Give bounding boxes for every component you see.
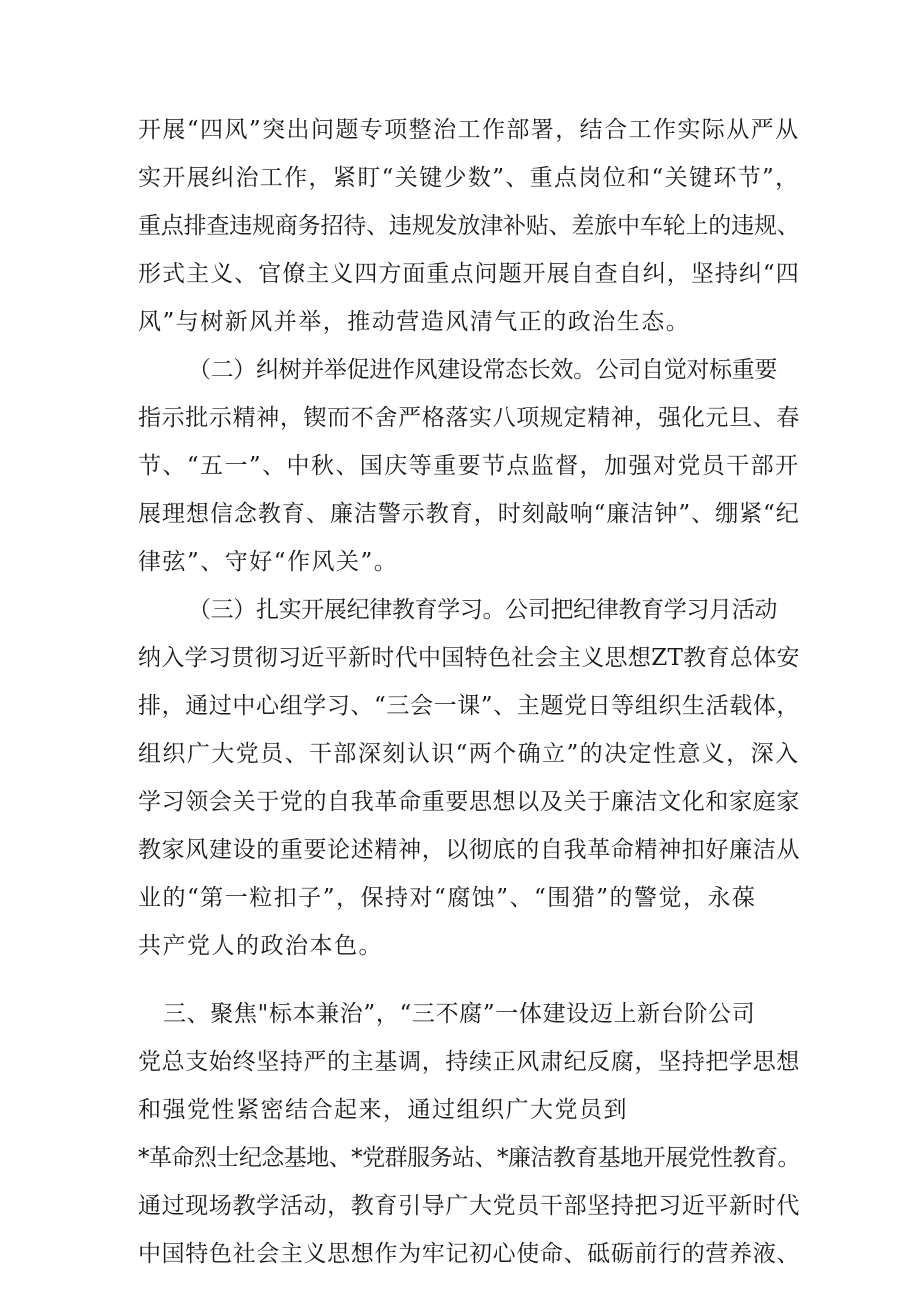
text-line: 业的“第一粒扣子”，保持对“腐蚀”、“围猎”的警觉，永葆 [138,885,757,911]
text-line: 和强党性紧密结合起来，通过组织广大党员到 [138,1097,628,1123]
text-line: 纳入学习贯彻习近平新时代中国特色社会主义思想ZT教育总体安 [138,645,800,671]
text-line: 指示批示精神，锲而不舍严格落实八项规定精神，强化元旦、春 [138,405,800,431]
text-line: 形式主义、官僚主义四方面重点问题开展自查自纠，坚持纠“四 [138,261,800,287]
text-line: 展理想信念教育、廉洁警示教育，时刻敲响“廉洁钟”、绷紧“纪 [138,501,800,527]
text-line: 学习领会关于党的自我革命重要思想以及关于廉洁文化和家庭家 [138,789,800,815]
text-line: 节、“五一”、中秋、国庆等重要节点监督，加强对党员干部开 [138,453,800,479]
section-heading: （三）扎实开展纪律教育学习。公司把纪律教育学习月活动 [188,597,778,623]
text-line: 排，通过中心组学习、“三会一课”、主题党日等组织生活载体， [138,693,801,719]
section-heading: （二）纠树并举促进作风建设常态长效。公司自觉对标重要 [188,357,778,383]
text-line: 党总支始终坚持严的主基调，持续正风肃纪反腐，坚持把学思想 [138,1049,800,1075]
text-line: 中国特色社会主义思想作为牢记初心使命、砥砺前行的营养液、 [138,1241,800,1267]
text-line: 教家风建设的重要论述精神，以彻底的自我革命精神扣好廉洁从 [138,837,800,863]
text-line: 律弦”、守好“作风关”。 [138,549,399,575]
text-line: 开展“四风”突出问题专项整治工作部署，结合工作实际从严从 [138,117,800,143]
text-line: *革命烈士纪念基地、*党群服务站、*廉洁教育基地开展党性教育。 [138,1145,800,1171]
text-line: 实开展纠治工作，紧盯“关键少数”、重点岗位和“关键环节”， [138,165,800,191]
text-line: 组织广大党员、干部深刻认识“两个确立”的决定性意义，深入 [138,741,800,767]
text-line: 风”与树新风并举，推动营造风清气正的政治生态。 [138,309,691,335]
chapter-heading: 三、聚焦"标本兼治”，“三不腐”一体建设迈上新台阶公司 [163,1001,756,1027]
text-line: 通过现场教学活动，教育引导广大党员干部坚持把习近平新时代 [138,1193,800,1219]
text-line: 重点排查违规商务招待、违规发放津补贴、差旅中车轮上的违规、 [138,213,800,239]
text-line: 共产党人的政治本色。 [138,933,383,959]
